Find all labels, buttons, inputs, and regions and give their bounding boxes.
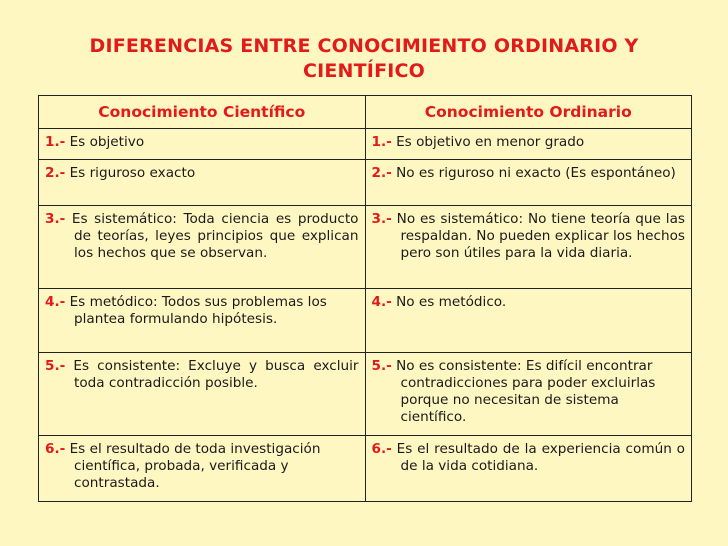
cell-ordinary [365,289,692,353]
table-row [39,129,692,160]
table-row [39,160,692,206]
item-text: No es metódico. [396,294,507,310]
table-row [39,206,692,289]
item-number: 3.- [45,211,66,227]
cell-scientific [39,206,366,289]
item-text: No es riguroso ni exacto (Es espontáneo) [396,165,676,181]
header-ordinary: Conocimiento Ordinario [365,96,692,129]
header-scientific: Conocimiento Científico [39,96,366,129]
item-text: No es sistemático: No tiene teoría que las respaldan. No pueden explicar los hechos pero son útiles para la vida diaria. [396,211,685,261]
title-line-2: CIENTÍFICO [302,60,426,82]
item-text: Es riguroso exacto [69,165,196,181]
cell-scientific [39,353,366,436]
cell-scientific [39,436,366,502]
item-text: No es consistente: Es difícil encontrar contradicciones para poder excluirlas porque no necesitan de sistema científico. [396,358,656,425]
item-text: Es el resultado de la experiencia común o de la vida cotidiana. [396,441,686,474]
item-number: 6.- [371,441,392,457]
item-number: 3.- [371,211,392,227]
table-row [39,353,692,436]
cell-ordinary [365,436,692,502]
cell-ordinary [365,353,692,436]
cell-scientific [39,160,366,206]
item-number: 6.- [45,441,66,457]
cell-ordinary [365,206,692,289]
cell-scientific [39,289,366,353]
table-header-row [39,96,692,129]
item-text: Es sistemático: Toda ciencia es producto de teorías, leyes principios que explican los hechos que se observan. [71,211,359,261]
cell-scientific [39,129,366,160]
cell-ordinary [365,160,692,206]
item-text: Es objetivo [69,134,145,150]
table-row [39,436,692,502]
item-number: 4.- [371,294,392,310]
comparison-table [38,95,692,502]
item-number: 4.- [45,294,66,310]
item-number: 5.- [45,358,66,374]
item-number: 1.- [45,134,66,150]
page-title [40,34,688,84]
item-text: Es consistente: Excluye y busca excluir toda contradicción posible. [73,358,359,391]
item-text: Es metódico: Todos sus problemas los plantea formulando hipótesis. [69,294,327,327]
item-number: 2.- [371,165,392,181]
item-text: Es objetivo en menor grado [396,134,585,150]
cell-ordinary [365,129,692,160]
table-row [39,289,692,353]
title-line-1: DIFERENCIAS ENTRE CONOCIMIENTO ORDINARIO Y [89,35,639,57]
item-number: 5.- [371,358,392,374]
item-number: 2.- [45,165,66,181]
item-number: 1.- [371,134,392,150]
item-text: Es el resultado de toda investigación científica, probada, verificada y contrastada. [69,441,321,491]
